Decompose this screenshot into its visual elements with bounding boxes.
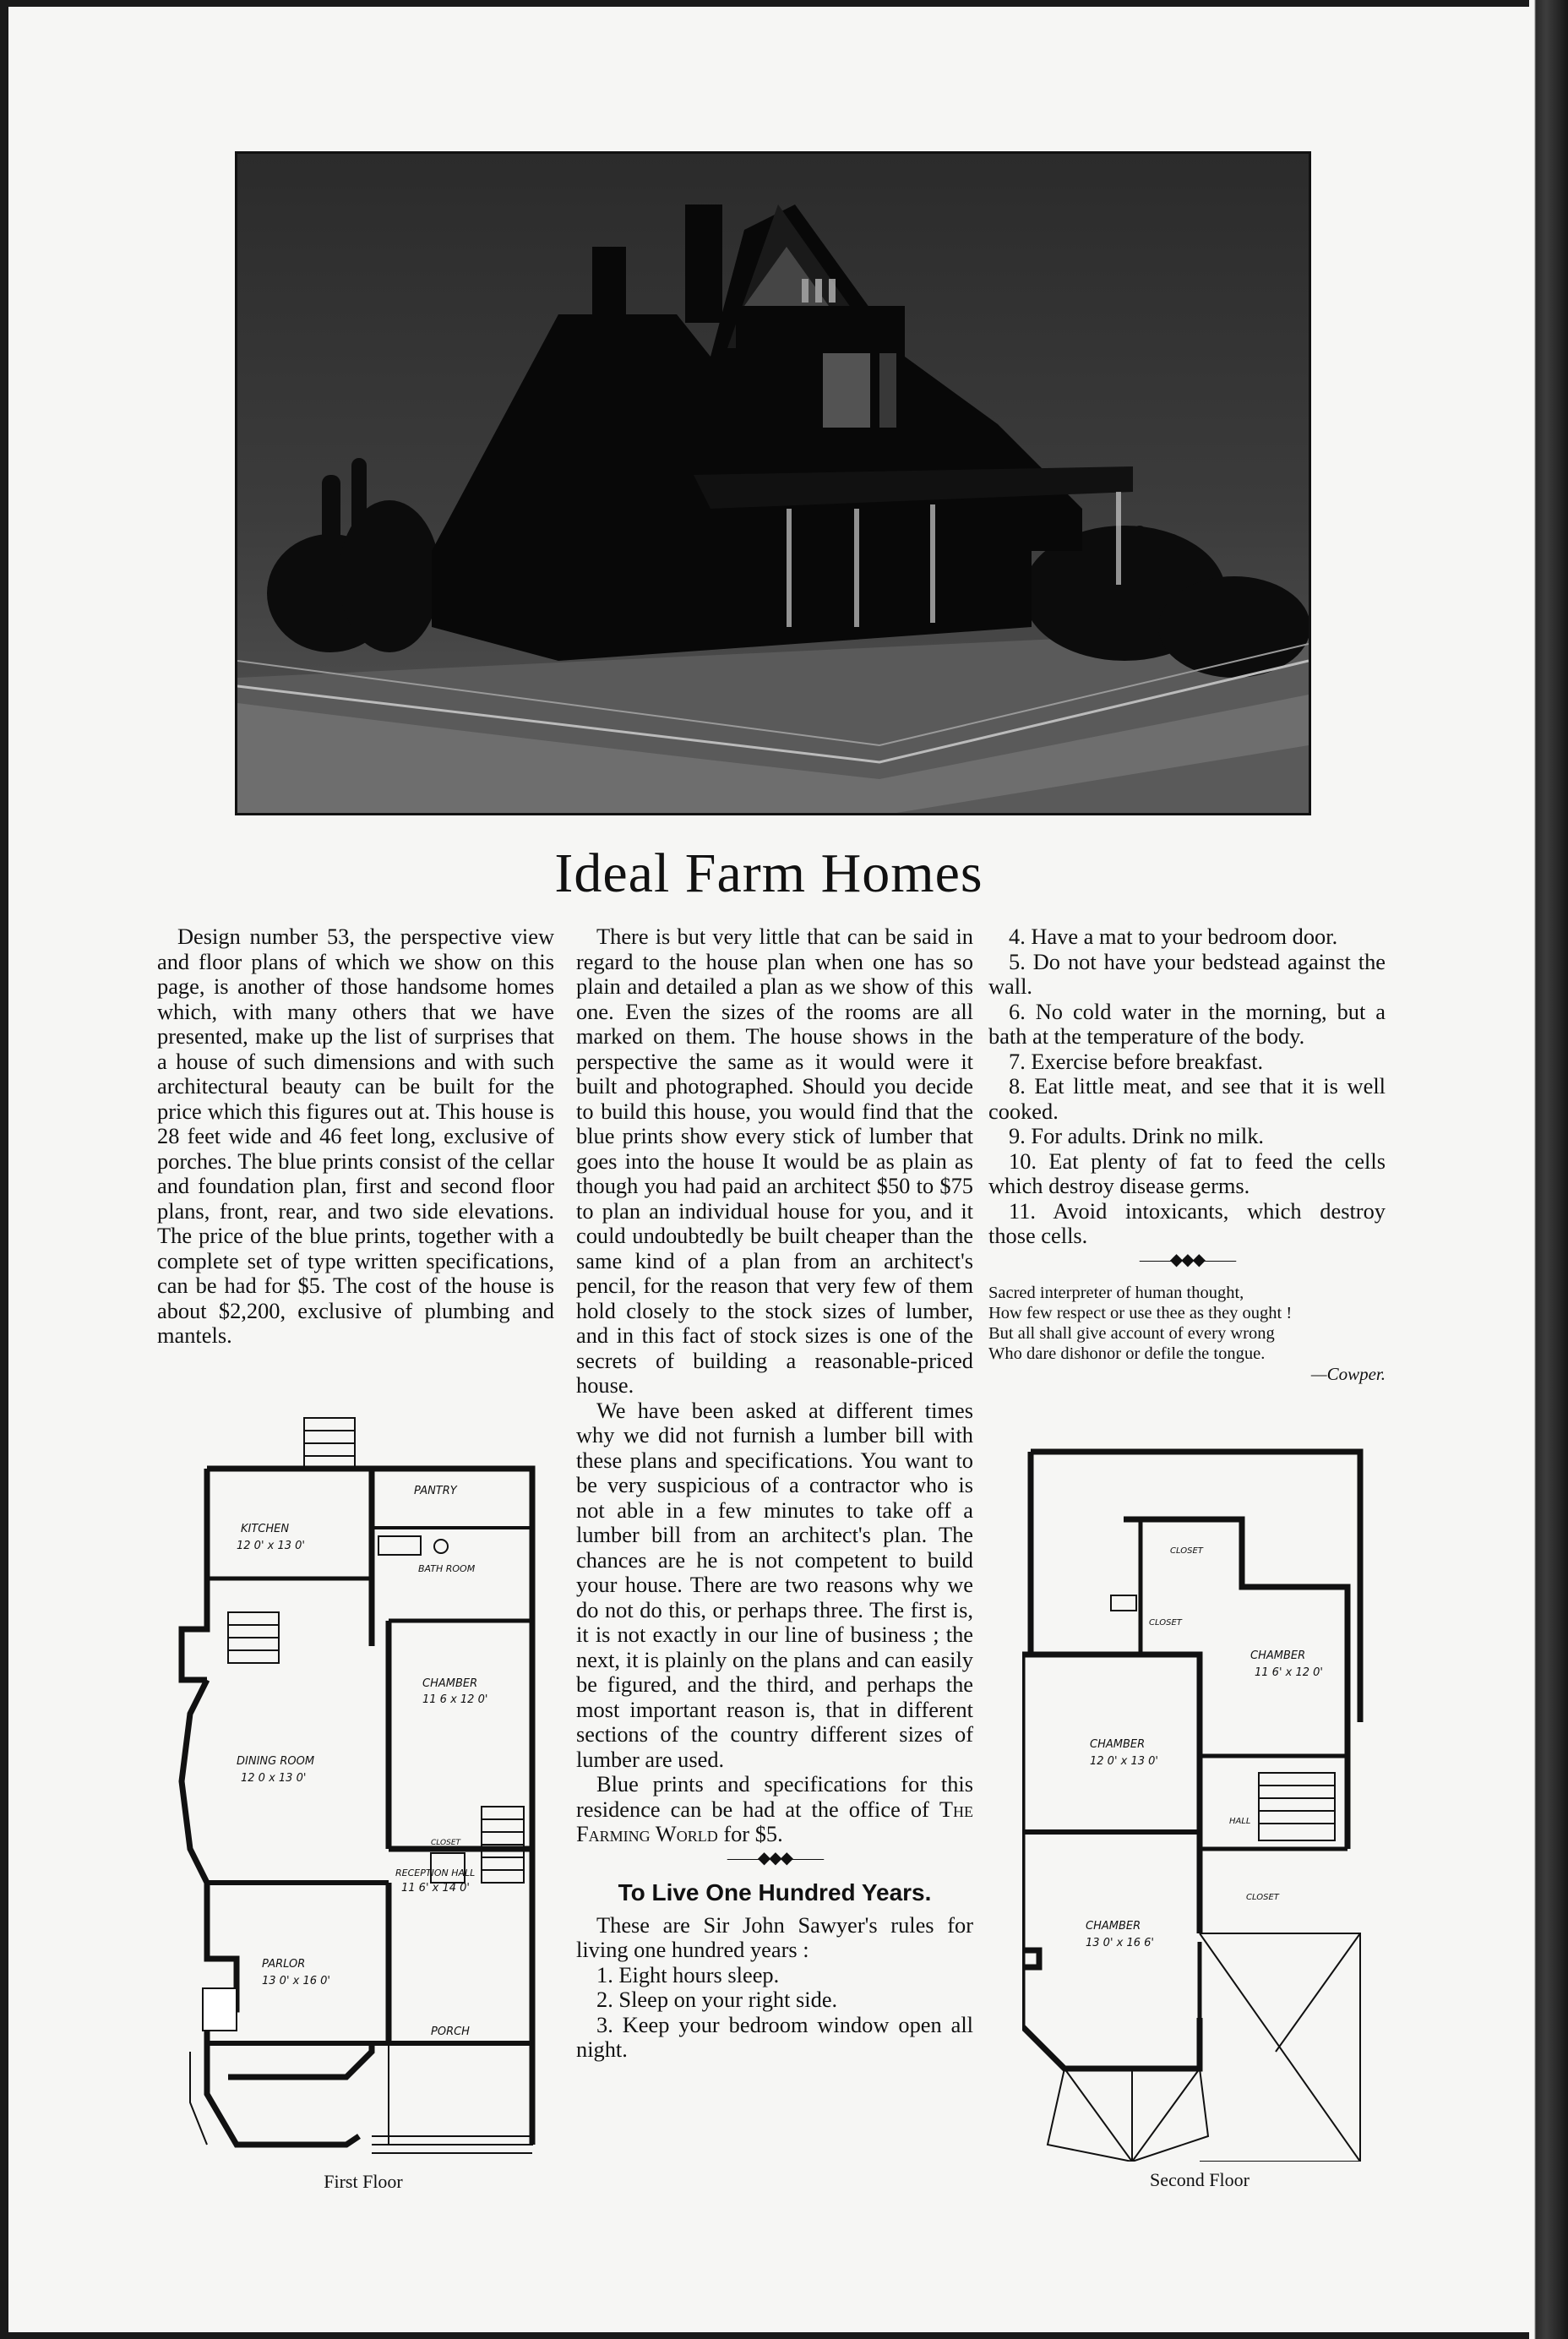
rule-item: 5. Do not have your bedstead against the wall.	[988, 948, 1386, 999]
column-1	[157, 924, 554, 1349]
label-closet-3: CLOSET	[1246, 1893, 1279, 1902]
label-reception-size: 11 6' x 14 0'	[401, 1882, 470, 1895]
label-chamber-left: CHAMBER	[1090, 1738, 1146, 1751]
column-3	[988, 924, 1386, 1384]
first-floor-plan	[177, 1409, 549, 2192]
label-chamber-right: CHAMBER	[1250, 1649, 1306, 1662]
second-floor-drawing	[1022, 1443, 1377, 2162]
second-floor-caption: Second Floor	[1150, 2169, 1250, 2190]
magazine-page	[8, 7, 1529, 2332]
label-porch: PORCH	[431, 2025, 470, 2038]
label-kitchen-size: 12 0' x 13 0'	[237, 1540, 305, 1552]
column-2	[576, 924, 973, 2063]
label-closet: CLOSET	[431, 1839, 461, 1847]
label-chamber: CHAMBER	[422, 1677, 478, 1690]
poem-line: Sacred interpreter of human thought,	[988, 1283, 1244, 1302]
label-chamber-right-size: 11 6' x 12 0'	[1255, 1666, 1323, 1679]
label-closet-1: CLOSET	[1170, 1546, 1203, 1556]
label-pantry: PANTRY	[414, 1485, 457, 1497]
intro-paragraph: Design number 53, the perspective view and floor plans of which we show on this page, is another of those handsome homes which, with many others that we have presented, make up the list of surprises that a house of such dimensions and with such architectural beauty can be built for the price which this figures out at. This house is 28 feet wide and 46 feet long, exclusive of porches. The blue prints consist of the cellar and foundation plan, first and second floor plans, front, rear, and two side elevations. The price of the blue prints, together with a complete set of type written specifications, can be had for $5. The cost of the house is about $2,200, exclusive of plumbing and mantels.	[157, 924, 554, 1348]
poem-line: But all shall give account of every wrong	[988, 1323, 1275, 1343]
rule-item: 9. For adults. Drink no milk.	[1009, 1123, 1265, 1148]
column2-paragraph-3	[576, 1772, 973, 1847]
section-heading: To Live One Hundred Years.	[618, 1878, 932, 1906]
first-floor-caption: First Floor	[324, 2171, 403, 2192]
rule-item: 4. Have a mat to your bedroom door.	[1009, 924, 1338, 949]
label-bath: BATH ROOM	[418, 1563, 476, 1574]
page-title: Ideal Farm Homes	[554, 842, 983, 904]
label-reception: RECEPTION HALL	[395, 1867, 476, 1878]
rule-item: 1. Eight hours sleep.	[596, 1961, 780, 1987]
rule-item: 8. Eat little meat, and see that it is well cooked.	[988, 1073, 1386, 1124]
rule-item: 3. Keep your bedroom window open all night.	[576, 2011, 973, 2062]
first-floor-drawing	[177, 1409, 549, 2162]
label-chamber-left-size: 12 0' x 13 0'	[1090, 1755, 1158, 1768]
book-spine	[1529, 0, 1568, 2339]
rule-item: 2. Sleep on your right side.	[596, 1987, 838, 2012]
label-hall: HALL	[1229, 1817, 1251, 1826]
label-kitchen: KITCHEN	[241, 1523, 290, 1535]
poem-line: Who dare dishonor or defile the tongue.	[988, 1344, 1266, 1363]
ornament-divider: ——◆◆◆——	[727, 1848, 823, 1867]
column2-paragraph-3-end: for $5.	[723, 1821, 783, 1846]
label-chamber-bottom: CHAMBER	[1086, 1920, 1141, 1933]
column2-paragraph-2: We have been asked at different times why we did not furnish a lumber bill with these plans and specifications. You want to be very suspicious of a contractor who is not able in a few minutes to take off a lumber bill from an architect's plan. The chances are he is not competent to build your house. There are two reasons why we do not do this, or perhaps three. The first is, it is not exactly in our line of business ; the next, it is plainly on the plans and can easily be figured, and the third, and perhaps the most important reason is, that in different sections of the country different sizes of lumber are used.	[576, 1397, 973, 1772]
poem	[988, 1283, 1386, 1384]
publication-name: The Farming World	[576, 1796, 973, 1846]
rule-item: 7. Exercise before breakfast.	[1009, 1048, 1264, 1074]
rule-item: 11. Avoid intoxicants, which destroy those cells.	[988, 1197, 1386, 1248]
label-dining: DINING ROOM	[237, 1755, 315, 1768]
label-dining-size: 12 0 x 13 0'	[241, 1772, 307, 1785]
label-chamber-bottom-size: 13 0' x 16 6'	[1086, 1937, 1154, 1949]
column2-paragraph-4: These are Sir John Sawyer's rules for living one hundred years :	[576, 1911, 973, 1962]
rule-item: 10. Eat plenty of fat to feed the cells which destroy disease germs.	[988, 1148, 1386, 1198]
second-floor-plan	[1022, 1443, 1377, 2190]
label-parlor: PARLOR	[262, 1958, 306, 1971]
label-parlor-size: 13 0' x 16 0'	[262, 1975, 330, 1987]
column2-paragraph-3-text: Blue prints and specifications for this residence can be had at the office of	[576, 1771, 973, 1822]
house-photograph	[235, 151, 1311, 815]
label-closet-2: CLOSET	[1149, 1618, 1182, 1627]
column2-paragraph-1: There is but very little that can be said in regard to the house plan when one has so plain and detailed a plan as we show of this one. Even the sizes of the rooms are all marked on them. The house shows in the perspective the same as it would were it built and photographed. Should you decide to build this house, you would find that the blue prints show every stick of lumber that goes into the house It would be as plain as though you had paid an architect $50 to $75 to plan an individual house for you, and it could undoubtedly be built cheaper than the same kind of a plan from an architect's pencil, for the reason that very few of them hold closely to the stock sizes of lumber, and in this fact of stock sizes is one of the secrets of building a reasonable-priced house.	[576, 924, 973, 1398]
poem-line: How few respect or use thee as they ought !	[988, 1303, 1293, 1322]
ornament-divider: ——◆◆◆——	[1139, 1250, 1235, 1269]
label-chamber-size: 11 6 x 12 0'	[422, 1693, 488, 1706]
rule-item: 6. No cold water in the morning, but a bath at the temperature of the body.	[988, 998, 1386, 1049]
poem-attribution: —Cowper.	[1310, 1363, 1386, 1384]
